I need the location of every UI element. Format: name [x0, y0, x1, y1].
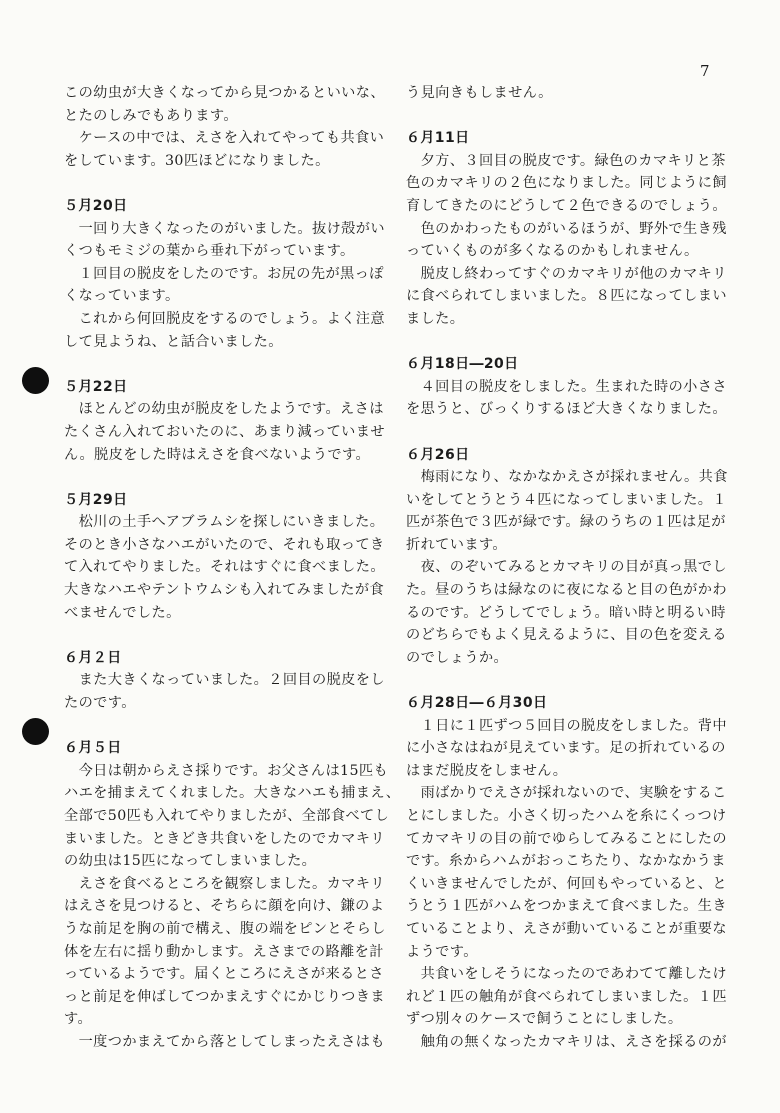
text-line: はえさを見つけると、そちらに顔を向け、鎌のよ — [64, 898, 385, 915]
date-heading: ６月11日 — [406, 130, 470, 147]
text-line: くなっています。 — [64, 288, 180, 305]
paragraph-gap — [64, 353, 386, 376]
paragraph-gap — [64, 466, 386, 489]
text-line: に小さなはねが見えています。足の折れているの — [406, 740, 726, 757]
text-line: 色のかわったものがいるほうが、野外で生き残 — [406, 220, 727, 237]
text-line: 共食いをしそうになったのであわてて離したけ — [406, 966, 727, 983]
text-line: この幼虫が大きくなってから見つかるといいな、 — [64, 85, 385, 101]
text-line: 色のカマキリの２色になりました。同じように飼 — [406, 175, 727, 192]
text-line: ケースの中では、えさを入れてやっても共食い — [64, 130, 385, 147]
text-line: たくさん入れておいたのに、あまり減っていませ — [64, 423, 385, 440]
text-line: ました。 — [406, 310, 465, 327]
text-line: して見ようね、と話合いました。 — [64, 333, 283, 350]
text-line: ていることより、えさが動いていることが重要な — [406, 920, 727, 937]
text-line: ほとんどの幼虫が脱皮をしたようです。えさは — [64, 401, 384, 418]
text-line: そのとき小さなハエがいたので、それも取ってき — [64, 536, 385, 553]
text-line: た。昼のうちは緑なのに夜になると目の色がかわ — [406, 582, 727, 599]
text-line: 大きなハエやテントウムシも入れてみましたが食 — [64, 582, 385, 599]
text-line: ハエを捕まえてくれました。大きなハエも捕まえ、 — [64, 785, 401, 802]
text-line: ようです。 — [406, 943, 478, 960]
text-line: てカマキリの目の前でゆらしてみることにしたの — [406, 830, 727, 847]
text-line: いをしてとうとう４匹になってしまいました。１ — [406, 491, 727, 508]
date-heading: ５月22日 — [64, 378, 128, 395]
binder-hole-top — [22, 367, 49, 394]
text-line: っていくものが多くなるのかもしれません。 — [406, 243, 699, 260]
text-line: 脱皮し終わってすぐのカマキリが他のカマキリ — [406, 265, 727, 282]
text-line: のどちらでもよく見えるように、目の色を変える — [406, 627, 727, 644]
text-line: れど１匹の触角が食べられてしまいました。１匹 — [406, 988, 727, 1005]
paragraph-gap — [64, 715, 386, 738]
text-line: 育してきたのにどうして２色できるのでしょう。 — [406, 197, 727, 214]
text-line: 今日は朝からえさ採りです。お父さんは15匹も — [64, 762, 389, 779]
text-line: また大きくなっていました。２回目の脱皮をし — [64, 672, 385, 689]
date-heading: ６月28日―６月30日 — [406, 695, 548, 712]
text-line: て入れてやりました。それはすぐに食べました。 — [64, 559, 385, 576]
date-heading: ５月29日 — [64, 491, 128, 508]
text-line: す。 — [64, 1011, 93, 1028]
text-line: １回目の脱皮をしたのです。お尻の先が黒っぽ — [64, 265, 384, 282]
binder-hole-bottom — [22, 718, 49, 745]
text-line: 折れています。 — [406, 536, 507, 553]
text-line: うな前足を胸の前で構え、腹の端をピンとそらし — [64, 920, 386, 937]
date-heading: ６月26日 — [406, 446, 470, 463]
text-line: う見向きもしません。 — [406, 85, 553, 101]
text-line: 全部で50匹も入れてやりましたが、全部食べてし — [64, 808, 390, 824]
paragraph-gap — [406, 421, 746, 444]
text-line: えさを食べるところを観察しました。カマキリ — [64, 875, 385, 892]
page-number: 7 — [700, 62, 710, 80]
text-line: 梅雨になり、なかなかえさが採れません。共食 — [406, 469, 728, 486]
text-line: べませんでした。 — [64, 604, 181, 621]
date-heading: ６月５日 — [64, 740, 122, 757]
text-line: まいました。ときどき共食いをしたのでカマキリ — [64, 830, 385, 847]
paragraph-gap — [406, 669, 746, 692]
text-line: くいきませんでしたが、何回もやっていると、と — [406, 875, 727, 892]
text-line: ずつ別々のケースで飼うことにしました。 — [406, 1011, 683, 1028]
text-line: はまだ脱皮をしません。 — [406, 762, 568, 779]
text-line: とたのしみでもあります。 — [64, 107, 238, 124]
text-line: 夜、のぞいてみるとカマキリの目が真っ黒でし — [406, 559, 727, 576]
text-line: のでしょうか。 — [406, 649, 509, 666]
date-heading: ６月18日―20日 — [406, 356, 519, 373]
text-line: の幼虫は15匹になってしまいました。 — [64, 853, 317, 870]
text-line: 触角の無くなったカマキリは、えさを採るのが — [406, 1033, 727, 1050]
text-line: るのです。どうしてでしょう。暗い時と明るい時 — [406, 604, 726, 621]
paragraph-gap — [406, 331, 746, 354]
paragraph-gap — [406, 105, 746, 128]
text-line: たのです。 — [64, 695, 136, 712]
text-line: これから何回脱皮をするのでしょう。よく注意 — [64, 310, 385, 327]
paragraph-gap — [64, 172, 386, 195]
text-line: １日に１匹ずつ５回目の脱皮をしました。背中 — [406, 717, 727, 734]
text-line: 一回り大きくなったのがいました。抜け殻がい — [64, 220, 385, 237]
date-heading: ６月２日 — [64, 649, 122, 666]
text-line: っているようです。届くところにえさが来るとさ — [64, 966, 384, 983]
paragraph-gap — [64, 624, 386, 647]
text-line: 雨ばかりでえさが採れないので、実験をするこ — [406, 785, 727, 802]
text-line: に食べられてしまいました。８匹になってしまい — [406, 288, 727, 305]
right-column — [406, 82, 746, 1054]
text-line: を思うと、びっくりするほど大きくなりました。 — [406, 401, 727, 418]
text-line: をしています。30匹ほどになりました。 — [64, 152, 330, 169]
text-line: 匹が茶色で３匹が緑です。緑のうちの１匹は足が — [406, 514, 726, 531]
text-line: っと前足を伸ばしてつかまえすぐにかじりつきま — [64, 988, 385, 1005]
text-line: とにしました。小さく切ったハムを糸にくっつけ — [406, 808, 727, 824]
text-line: うとう１匹がハムをつかまえて食べました。生き — [406, 898, 727, 915]
text-line: くつもモミジの葉から垂れ下がっています。 — [64, 243, 355, 260]
text-line: ん。脱皮をした時はえさを食べないようです。 — [64, 446, 371, 463]
date-heading: ５月20日 — [64, 197, 128, 214]
left-column — [64, 82, 401, 1054]
text-line: 一度つかまえてから落としてしまったえさはも — [64, 1033, 385, 1050]
text-line: 夕方、３回目の脱皮です。緑色のカマキリと茶 — [406, 152, 726, 169]
text-line: です。糸からハムがおっこちたり、なかなかうま — [406, 853, 726, 870]
text-line: 体を左右に揺り動かします。えさまでの路離を計 — [64, 943, 384, 960]
text-line: 松川の土手へアブラムシを探しにいきました。 — [64, 514, 385, 531]
text-line: ４回目の脱皮をしました。生まれた時の小ささ — [406, 378, 727, 395]
